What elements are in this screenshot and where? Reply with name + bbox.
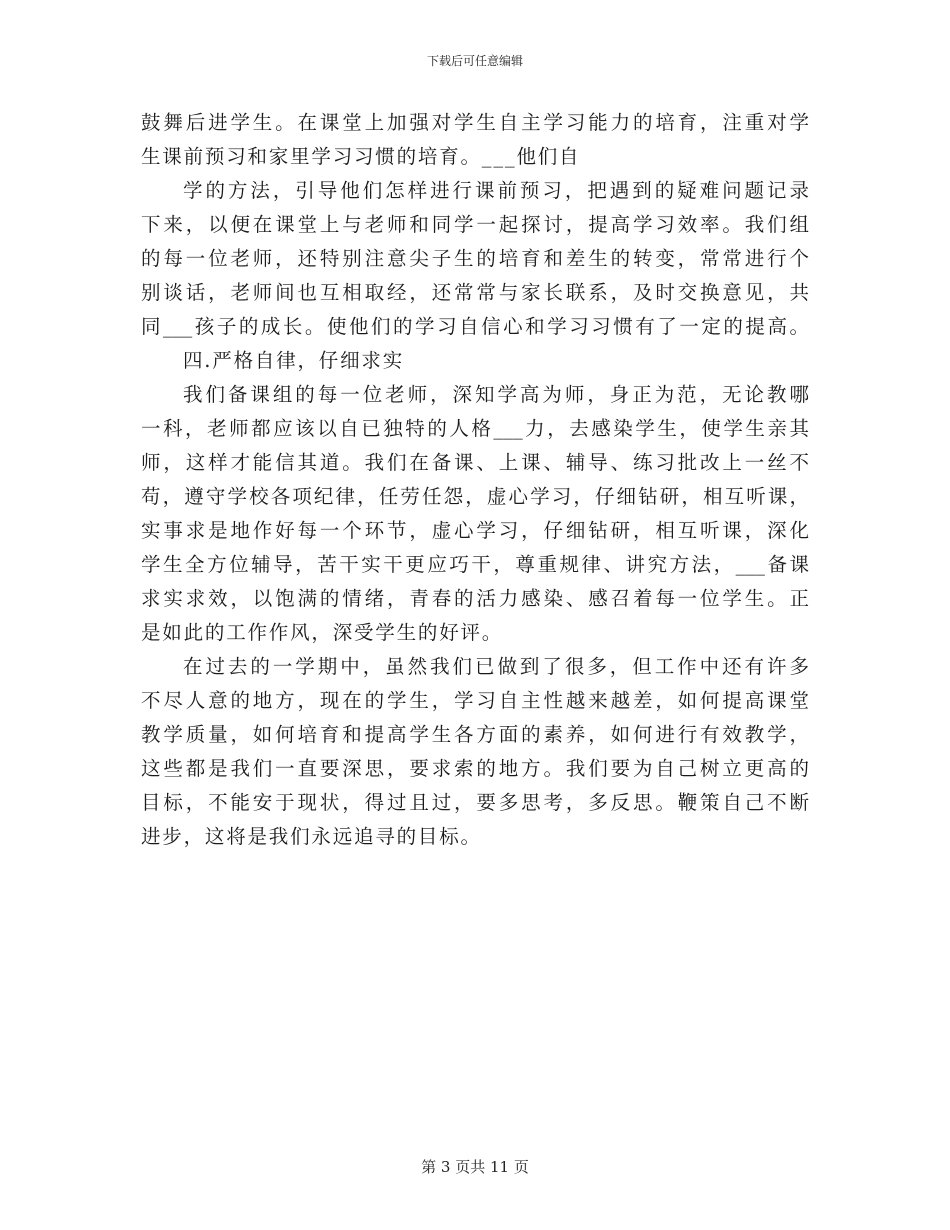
text-line: 实事求是地作好每一个环节，虚心学习，仔细钻研，相互听课，深化	[141, 519, 809, 542]
page-header: 下载后可任意编辑	[426, 54, 523, 68]
text-line: 学生全方位辅导，苦干实干更应巧干，尊重规律、讲究方法，___备课	[141, 553, 809, 576]
page-footer: 第 3 页共 11 页	[421, 1158, 529, 1176]
text-line: 是如此的工作作风，深受学生的好评。	[141, 621, 504, 644]
text-line: 这些都是我们一直要深思，要求索的地方。我们要为自己树立更高的	[141, 757, 809, 780]
text-line: 四.严格自律，仔细求实	[183, 349, 404, 372]
document-body	[141, 106, 809, 854]
text-line: 在过去的一学期中，虽然我们已做到了很多，但工作中还有许多	[183, 655, 809, 678]
text-line: 不尽人意的地方，现在的学生，学习自主性越来越差，如何提高课堂	[141, 689, 809, 712]
text-line: 别谈话，老师间也互相取经，还常常与家长联系，及时交换意见，共	[141, 281, 809, 304]
text-line: 我们备课组的每一位老师，深知学高为师，身正为范，无论教哪	[183, 383, 809, 406]
text-line: 苟，遵守学校各项纪律，任劳任怨，虚心学习，仔细钻研，相互听课，	[141, 485, 809, 508]
text-line: 的每一位老师，还特别注意尖子生的培育和差生的转变，常常进行个	[141, 247, 809, 270]
text-line: 求实求效，以饱满的情绪，青春的活力感染、感召着每一位学生。正	[141, 587, 809, 610]
text-line: 同___孩子的成长。使他们的学习自信心和学习习惯有了一定的提高。	[141, 315, 809, 338]
text-line: 教学质量，如何培育和提高学生各方面的素养，如何进行有效教学，	[141, 723, 809, 746]
text-line: 生课前预习和家里学习习惯的培育。___他们自	[141, 145, 581, 168]
text-line: 下来，以便在课堂上与老师和同学一起探讨，提高学习效率。我们组	[141, 213, 809, 236]
text-line: 目标，不能安于现状，得过且过，要多思考，多反思。鞭策自己不断	[141, 791, 809, 814]
text-line: 鼓舞后进学生。在课堂上加强对学生自主学习能力的培育，注重对学	[141, 111, 809, 134]
text-line: 进步，这将是我们永远追寻的目标。	[141, 825, 482, 848]
text-line: 学的方法，引导他们怎样进行课前预习，把遇到的疑难问题记录	[183, 179, 809, 202]
text-line: 一科，老师都应该以自已独特的人格___力，去感染学生，使学生亲其	[141, 417, 809, 440]
text-line: 师，这样才能信其道。我们在备课、上课、辅导、练习批改上一丝不	[141, 451, 809, 474]
